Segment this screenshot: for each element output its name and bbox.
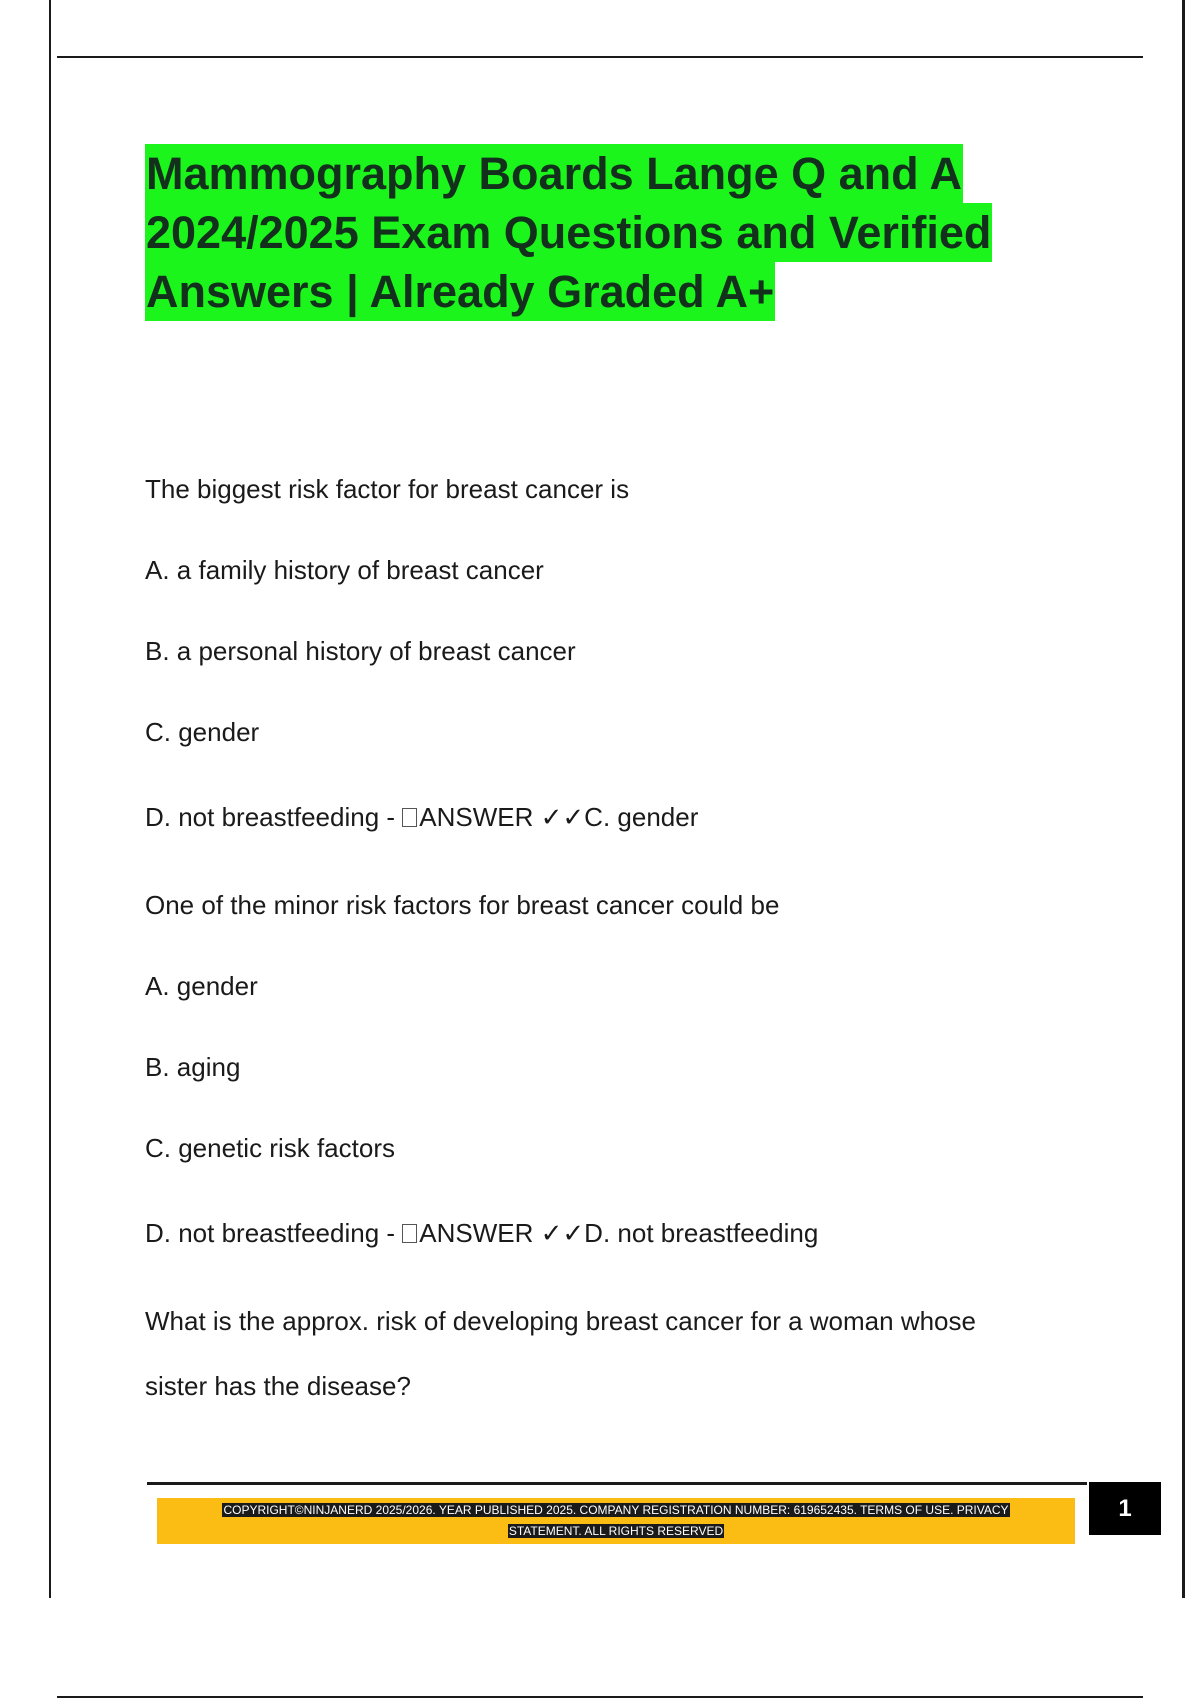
copyright-notice (170, 1500, 1062, 1542)
copyright-line-1: COPYRIGHT©NINJANERD 2025/2026. YEAR PUBLISHED 2025. COMPANY REGISTRATION NUMBER: 619652435. TERMS OF USE. PRIVACY (223, 1503, 1009, 1517)
next-page-rule (57, 1696, 1143, 1698)
question-2-option-b: B. aging (145, 1052, 241, 1082)
question-3-stem-line-2: sister has the disease? (145, 1371, 411, 1401)
header-rule (57, 56, 1143, 58)
question-2-option-c: C. genetic risk factors (145, 1133, 395, 1163)
copyright-line-2: STATEMENT. ALL RIGHTS RESERVED (508, 1524, 724, 1538)
question-1-option-a: A. a family history of breast cancer (145, 555, 544, 585)
question-1-option-d: D. not breastfeeding - (145, 802, 403, 832)
title-line-1: Mammography Boards Lange Q and A (145, 144, 963, 203)
question-2-option-a: A. gender (145, 971, 258, 1001)
document-title (145, 144, 1105, 321)
question-2-option-d: D. not breastfeeding - (145, 1218, 403, 1248)
title-line-2: 2024/2025 Exam Questions and Verified (145, 203, 992, 262)
question-1-option-b: B. a personal history of breast cancer (145, 636, 576, 666)
answer-box-icon (402, 1224, 417, 1243)
title-line-3: Answers | Already Graded A+ (145, 262, 775, 321)
page-border-left (49, 0, 51, 1598)
page-border-right (1182, 0, 1185, 1598)
question-1-option-d-row (145, 802, 698, 833)
question-3-stem-line-1: What is the approx. risk of developing breast cancer for a woman whose (145, 1306, 976, 1336)
question-1-answer: ANSWER ✓✓C. gender (419, 802, 699, 832)
question-2-option-d-row (145, 1218, 818, 1249)
page-number: 1 (1089, 1482, 1161, 1535)
answer-box-icon (402, 808, 417, 827)
question-2-answer: ANSWER ✓✓D. not breastfeeding (419, 1218, 819, 1248)
question-2-stem: One of the minor risk factors for breast cancer could be (145, 890, 780, 920)
question-1-option-c: C. gender (145, 717, 260, 747)
question-1-stem: The biggest risk factor for breast cancer is (145, 474, 630, 504)
footer-rule (147, 1482, 1087, 1485)
